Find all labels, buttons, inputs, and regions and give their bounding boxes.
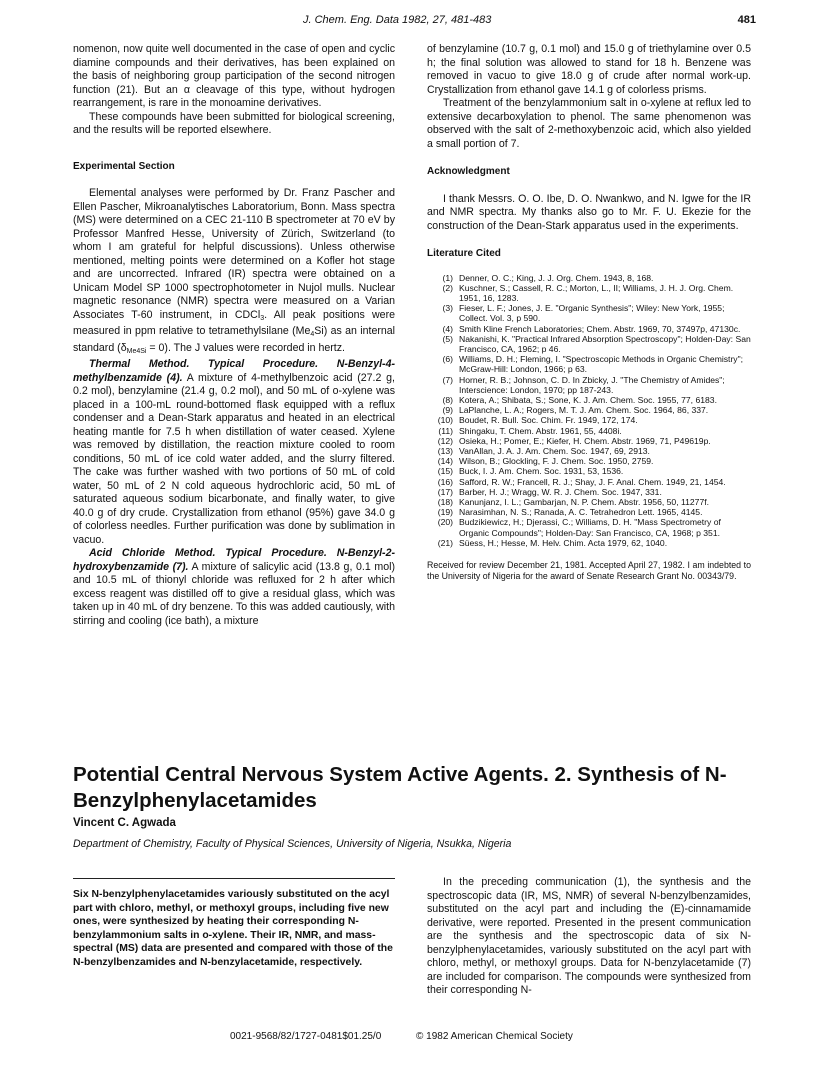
reference-text: Safford, R. W.; Francell, R. J.; Shay, J. F. Anal. Chem. 1949, 21, 1454. — [459, 476, 726, 487]
literature-heading: Literature Cited — [427, 248, 501, 259]
reference-text: Kotera, A.; Shibata, S.; Sone, K. J. Am. Chem. Soc. 1955, 77, 6183. — [459, 394, 717, 405]
reference-item — [427, 517, 751, 537]
reference-number: (18) — [437, 496, 453, 507]
reference-number: (7) — [442, 374, 453, 385]
reference-number: (21) — [437, 537, 453, 548]
reference-number: (5) — [442, 333, 453, 344]
acknowledgment-heading: Acknowledgment — [427, 166, 510, 177]
reference-number: (19) — [437, 507, 453, 518]
reference-text: Nakanishi, K. "Practical Infrared Absorption Spectroscopy"; Holden-Day: San Francisco, CA, 1962; p 46. — [459, 333, 751, 354]
reference-text: Barber, H. J.; Wragg, W. R. J. Chem. Soc. 1947, 331. — [459, 486, 662, 497]
acknowledgment-text: I thank Messrs. O. O. Ibe, D. O. Nwankwo, and N. Igwe for the IR and NMR spectra. My thanks also go to Mr. F. U. Ekezie for the construction of the Dean-Stark apparatus used in the experiments. — [427, 192, 751, 232]
paragraph-screening: These compounds have been submitted for biological screening, and the results will be reported elsewhere. — [73, 110, 395, 136]
paragraph-continuation: nomenon, now quite well documented in the case of open and cyclic diamine compounds and their derivatives, has been explained on the basis of neighboring group participation of the second nitrogen function (21). But an α cleavage of this type, without hydrogen rearrangement, is rare in the monoamine derivatives. — [73, 43, 395, 109]
reference-item — [427, 446, 751, 456]
reference-number: (17) — [437, 486, 453, 497]
reference-text: Fieser, L. F.; Jones, J. E. "Organic Synthesis"; Wiley: New York, 1955; Collect. Vol. 3, p 590. — [459, 303, 725, 324]
abstract-box — [73, 878, 395, 969]
article-title: Potential Central Nervous System Active Agents. 2. Synthesis of N-Benzylphenylacetamides — [73, 763, 727, 812]
paragraph-thermal-method: Thermal Method. Typical Procedure. N-Benzyl-4-methylbenzamide (4). A mixture of 4-methylbenzoic acid (27.2 g, 0.2 mol), benzylamine (21.4 g, 0.2 mol), and 50 mL of o-xylene was placed in a 100-mL round-bottomed flask equipped with a reflux condenser and a Dean-Stark apparatus and heated in an electrical heating mantle for 7.5 h when distillation of water ceased. Xylene was removed by distillation, the reaction mixture cooled to room conditions, 50 mL of ice cold water added, and the slurry filtered. The cake was further washed with two portions of 50 mL of cold water, 50 mL of 2 N cold aqueous hydrochloric acid, 50 mL of saturated aqueous sodium bicarbonate, and finally water, to give 40.0 g of dry crude. Crystallization from ethanol (95%) gave 34.0 g of colorless needles. Further purification was done by sublimation in vacuo. — [73, 358, 395, 546]
introduction-text: In the preceding communication (1), the synthesis and the spectroscopic data (IR, MS, NMR) of several N-benzylbenzamides, substituted on the acyl part and including the (E)-cinnamamide derivative, were reported. Presented in the present communication are the synthesis and the spectroscopic data of six N-benzylphenylacetamides, variously substituted on the acyl part with chloro, methyl, or methoxyl groups. Data for N-benzylacetamide (7) are included for comparison. The compounds were synthesized from their corresponding N- — [427, 876, 751, 996]
reference-number: (11) — [438, 425, 453, 436]
reference-number: (9) — [442, 405, 453, 416]
reference-item — [427, 375, 751, 395]
reference-item — [427, 497, 751, 507]
introduction-paragraph — [427, 876, 751, 998]
reference-text: Kuschner, S.; Cassell, R. C.; Morton, L., II; Williams, J. H. J. Org. Chem. 1951, 16, 1283. — [459, 282, 734, 303]
paragraph-acid-chloride-method: Acid Chloride Method. Typical Procedure. N-Benzyl-2-hydroxybenzamide (7). A mixture of salicylic acid (13.8 g, 0.1 mol) and 10.5 mL of thionyl chloride was refluxed for 2 h after which excess reagent was distilled off to give a residual glass, which was taken up in 40 mL of dry benzene. To this was added cautiously, with stirring and cooling (ice bath), a mixture — [73, 547, 395, 627]
received-note: Received for review December 21, 1981. Accepted April 27, 1982. I am indebted to the University of Nigeria for the award of Senate Research Grant No. 00343/79. — [427, 559, 751, 581]
reference-text: Buck, I. J. Am. Chem. Soc. 1931, 53, 1536. — [459, 466, 624, 477]
reference-item — [427, 324, 751, 334]
left-column — [73, 43, 395, 628]
paragraph-methods: Elemental analyses were performed by Dr. Franz Pascher and Ellen Pascher, Mikroanalytisches Laboratorium, Bonn. Mass spectra (MS) were determined on a CEC 21-110 B spectrometer at 70 eV by Professor Manfred Hesse, University of Zürich, Switzerland (to whom I am grateful for helpful discussions). Unless otherwise mentioned, melting points were determined on a Kofler hot stage and are uncorrected. Infrared (IR) spectra were obtained on a Unicam Model SP 1000 spectrophotometer in Nujol mulls. Nuclear magnetic resonance (NMR) spectra were measured on a Varian Associates T-60 instrument, in CDCl$_3$. All peak positions were measured in ppm relative to tetramethylsilane $(Me_4Si)$ as an internal standard $(\delta_{Me4Si} = 0)$. The J values were recorded in hertz. — [73, 187, 395, 355]
reference-text: Horner, R. B.; Johnson, C. D. In Zbicky, J. "The Chemistry of Amides"; Interscience: London, 1970; pp 187-243. — [459, 374, 725, 395]
reference-text: Wilson, B.; Glockling, F. J. Chem. Soc. 1950, 2759. — [459, 456, 654, 467]
author-affiliation: Department of Chemistry, Faculty of Physical Sciences, University of Nigeria, Nsukka, Nigeria — [73, 838, 512, 850]
reference-number: (15) — [437, 466, 453, 477]
reference-text: Denner, O. C.; King, J. J. Org. Chem. 1943, 8, 168. — [459, 272, 654, 283]
reference-number: (20) — [437, 517, 453, 528]
reference-text: Williams, D. H.; Fleming, I. "Spectroscopic Methods in Organic Chemistry"; McGraw-Hill: London, 1966; p 63. — [459, 354, 744, 375]
reference-number: (14) — [437, 456, 453, 467]
reference-item — [427, 354, 751, 374]
reference-number: (1) — [442, 272, 453, 283]
reference-item — [427, 466, 751, 476]
journal-citation: J. Chem. Eng. Data 1982, 27, 481-483 — [303, 14, 492, 26]
reference-number: (13) — [437, 445, 453, 456]
reference-number: (4) — [442, 323, 453, 334]
reference-number: (3) — [442, 303, 453, 314]
reference-item — [427, 477, 751, 487]
reference-item — [427, 538, 751, 548]
reference-item — [427, 395, 751, 405]
reference-text: Budzikiewicz, H.; Djerassi, C.; Williams, D. H. "Mass Spectrometry of Organic Compounds"; Holden-Day: San Francisco, CA, 1968; p 351. — [459, 517, 721, 538]
reference-number: (6) — [442, 354, 453, 365]
right-column — [427, 43, 751, 582]
thermal-method-label: Thermal Method. Typical Procedure. N-Benzyl-4-methylbenzamide (4). — [73, 358, 395, 384]
footer-code: 0021-9568/82/1727-0481$01.25/0 — [230, 1031, 382, 1042]
reference-item — [427, 426, 751, 436]
reference-item — [427, 456, 751, 466]
reference-number: (2) — [442, 282, 453, 293]
reference-item — [427, 405, 751, 415]
footer-copyright: © 1982 American Chemical Society — [416, 1031, 573, 1042]
reference-text: Shingaku, T. Chem. Abstr. 1961, 55, 4408i. — [459, 425, 622, 436]
acid-chloride-method-label: Acid Chloride Method. Typical Procedure. N-Benzyl-2-hydroxybenzamide (7). — [73, 547, 395, 573]
page-number: 481 — [737, 14, 756, 26]
reference-item — [427, 283, 751, 303]
paragraph-decarboxylation: Treatment of the benzylammonium salt in o-xylene at reflux led to extensive decarboxylation to phenol. The same phenomenon was observed with the salt of 2-methoxybenzoic acid, which also yielded a small portion of 7. — [427, 97, 751, 150]
reference-text: Narasimhan, N. S.; Ranada, A. C. Tetrahedron Lett. 1965, 4145. — [459, 507, 703, 518]
reference-text: LaPlanche, L. A.; Rogers, M. T. J. Am. Chem. Soc. 1964, 86, 337. — [459, 405, 709, 416]
reference-item — [427, 415, 751, 425]
reference-number: (16) — [437, 476, 453, 487]
experimental-heading: Experimental Section — [73, 160, 175, 172]
reference-text: Osieka, H.; Pomer, E.; Kiefer, H. Chem. Abstr. 1969, 71, P49619p. — [459, 435, 711, 446]
reference-item — [427, 334, 751, 354]
reference-number: (12) — [437, 435, 453, 446]
reference-text: VanAllan, J. A. J. Am. Chem. Soc. 1947, 69, 2913. — [459, 445, 650, 456]
reference-item — [427, 436, 751, 446]
paragraph-procedure-end: of benzylamine (10.7 g, 0.1 mol) and 15.0 g of triethylamine over 0.5 h; the final solution was allowed to stand for 18 h. Benzene was removed in vacuo to give 18.0 g of crude after normal work-up. Crystallization from ethanol gave 14.1 g of colorless prisms. — [427, 43, 751, 96]
reference-text: Süess, H.; Hesse, M. Helv. Chim. Acta 1979, 62, 1040. — [459, 537, 668, 548]
reference-number: (8) — [442, 394, 453, 405]
reference-number: (10) — [437, 415, 453, 426]
reference-item — [427, 303, 751, 323]
reference-text: Boudet, R. Bull. Soc. Chim. Fr. 1949, 172, 174. — [459, 415, 638, 426]
reference-item — [427, 487, 751, 497]
reference-text: Smith Kline French Laboratories; Chem. Abstr. 1969, 70, 37497p, 47130c. — [459, 323, 741, 334]
abstract-text: Six N-benzylphenylacetamides variously substituted on the acyl part with chloro, methyl, or methoxyl groups, including five new ones, were synthesized by heating their corresponding N-benzylammonium salts in o-xylene. Their IR, NMR, and mass-spectral (MS) data are presented and compared with those of the N-benzylbenzamides and N-benzylacetamide, respectively. — [73, 889, 393, 968]
author-name: Vincent C. Agwada — [73, 817, 176, 829]
reference-text: Kanunjanz, I. L.; Gambarjan, N. P. Chem. Abstr. 1956, 50, 11277f. — [459, 496, 710, 507]
reference-item — [427, 273, 751, 283]
reference-list — [427, 273, 751, 548]
reference-item — [427, 507, 751, 517]
